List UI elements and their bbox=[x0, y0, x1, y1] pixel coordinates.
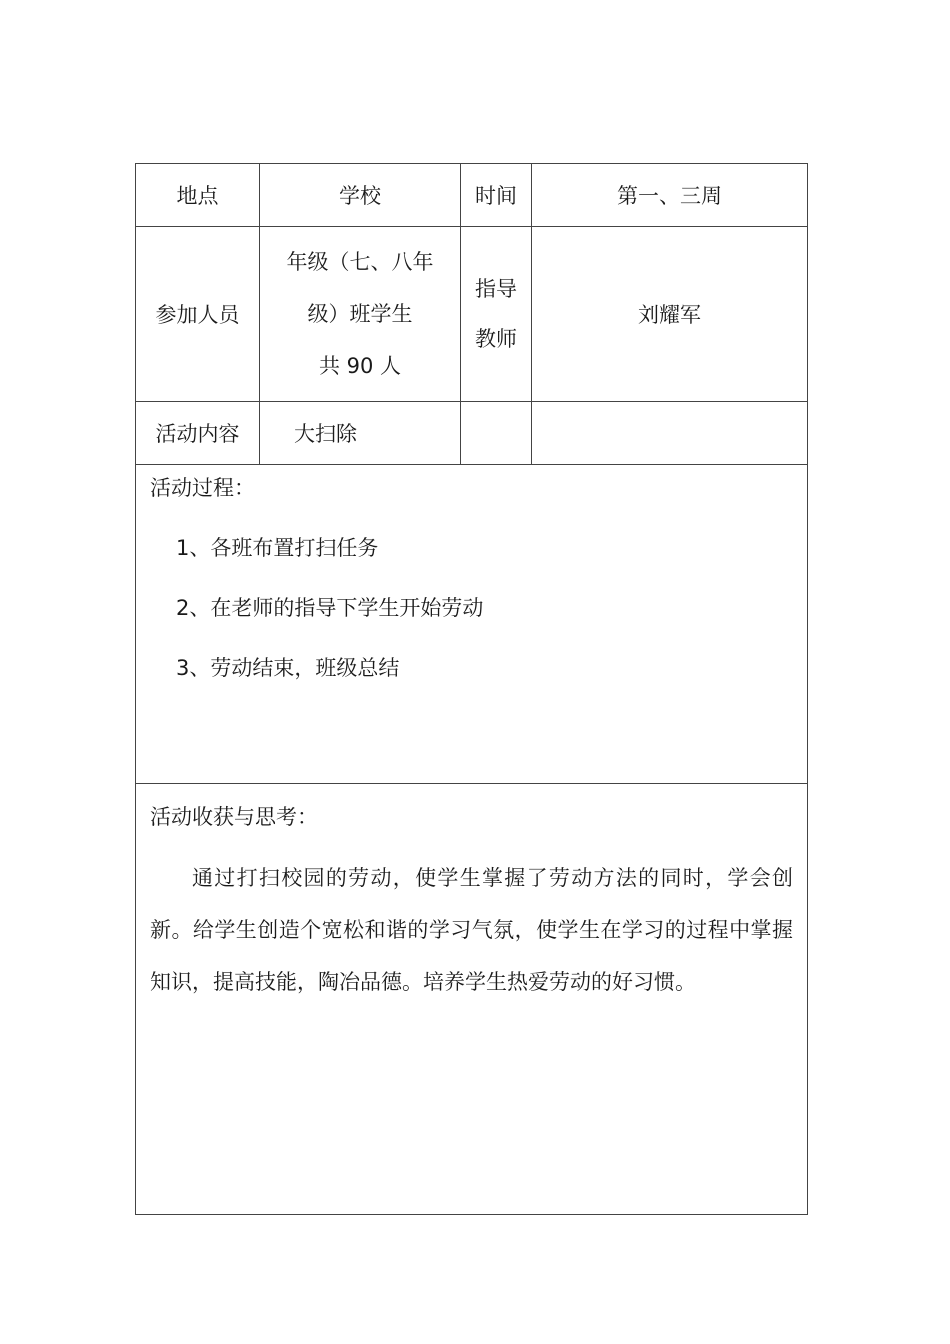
process-row bbox=[136, 465, 808, 784]
empty-cell-1 bbox=[461, 402, 532, 465]
participants-line-1: 年级（七、八年 bbox=[286, 250, 434, 274]
location-time-row bbox=[136, 164, 808, 227]
time-value: 第一、三周 bbox=[532, 164, 808, 227]
teacher-label bbox=[461, 227, 532, 402]
participants-line-2: 级）班学生 bbox=[307, 302, 413, 326]
teacher-label-line-1: 指导 bbox=[475, 277, 517, 301]
process-step-3: 3、劳动结束，班级总结 bbox=[176, 656, 400, 680]
participants-value bbox=[260, 227, 461, 402]
empty-cell-2 bbox=[532, 402, 808, 465]
participants-line-3: 共 90 人 bbox=[318, 354, 402, 378]
reflection-section bbox=[136, 784, 808, 1215]
reflection-row bbox=[136, 784, 808, 1215]
teacher-label-line-2: 教师 bbox=[475, 327, 517, 351]
process-section bbox=[136, 465, 808, 784]
content-label: 活动内容 bbox=[136, 402, 260, 465]
process-step-1: 1、各班布置打扫任务 bbox=[176, 536, 379, 560]
location-label: 地点 bbox=[136, 164, 260, 227]
activity-content-row bbox=[136, 402, 808, 465]
reflection-body: 通过打扫校园的劳动，使学生掌握了劳动方法的同时，学会创新。给学生创造个宽松和谐的学习气氛，使学生在学习的过程中掌握知识，提高技能，陶冶品德。培养学生热爱劳动的好习惯。 bbox=[150, 866, 793, 994]
reflection-heading: 活动收获与思考： bbox=[150, 805, 318, 829]
activity-record-table bbox=[135, 163, 808, 1215]
time-label: 时间 bbox=[461, 164, 532, 227]
process-step-2: 2、在老师的指导下学生开始劳动 bbox=[176, 596, 484, 620]
participants-label: 参加人员 bbox=[136, 227, 260, 402]
location-value: 学校 bbox=[260, 164, 461, 227]
teacher-value: 刘耀军 bbox=[532, 227, 808, 402]
participants-row bbox=[136, 227, 808, 402]
process-heading: 活动过程： bbox=[150, 476, 255, 500]
content-value: 大扫除 bbox=[260, 402, 461, 465]
